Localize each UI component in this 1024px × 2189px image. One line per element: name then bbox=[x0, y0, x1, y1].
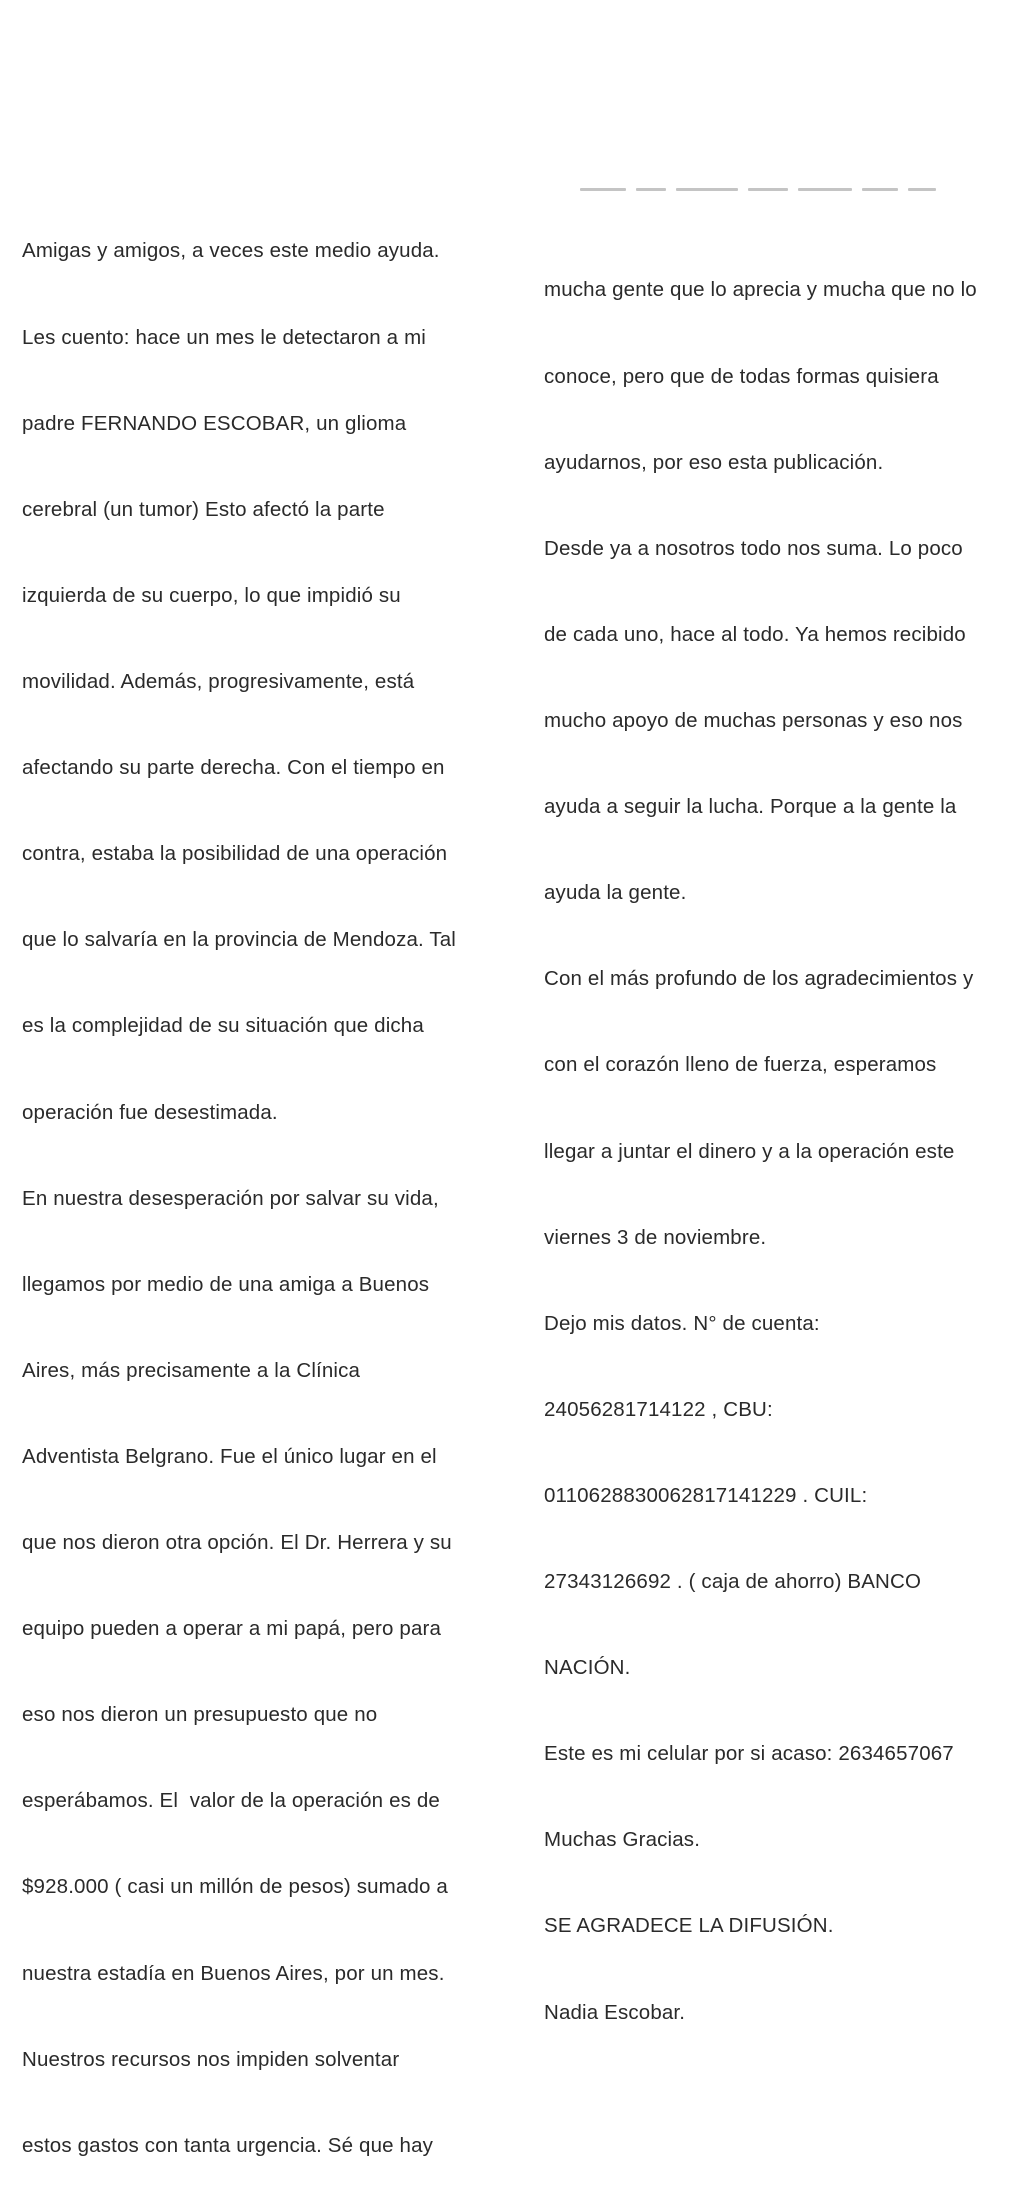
text-line: cerebral (un tumor) Esto afectó la parte bbox=[22, 497, 385, 521]
text-line: En nuestra desesperación por salvar su vida, bbox=[22, 1186, 439, 1210]
text-line: Muchas Gracias. bbox=[544, 1828, 701, 1852]
text-line: Amigas y amigos, a veces este medio ayuda. bbox=[22, 239, 440, 263]
text-line: $928.000 ( casi un millón de pesos) sumado a bbox=[22, 1875, 448, 1899]
text-line: equipo pueden a operar a mi papá, pero para bbox=[22, 1617, 442, 1641]
right-text-column bbox=[544, 219, 1014, 2056]
text-line: estos gastos con tanta urgencia. Sé que hay bbox=[22, 2133, 434, 2157]
text-line: izquierda de su cuerpo, lo que impidió su bbox=[22, 583, 401, 607]
text-line: movilidad. Además, progresivamente, está bbox=[22, 669, 415, 693]
text-line: nuestra estadía en Buenos Aires, por un mes. bbox=[22, 1961, 445, 1985]
text-line: que nos dieron otra opción. El Dr. Herrera y su bbox=[22, 1531, 452, 1555]
text-line: Nuestros recursos nos impiden solventar bbox=[22, 2047, 400, 2071]
text-line: afectando su parte derecha. Con el tiempo en bbox=[22, 756, 445, 780]
text-line: SE AGRADECE LA DIFUSIÓN. bbox=[544, 1914, 834, 1938]
text-line: mucha gente que lo aprecia y mucha que no lo bbox=[544, 278, 977, 302]
text-line: Con el más profundo de los agradecimientos y bbox=[544, 967, 974, 991]
text-line: ayuda la gente. bbox=[544, 881, 687, 905]
text-line: viernes 3 de noviembre. bbox=[544, 1225, 767, 1249]
text-line: conoce, pero que de todas formas quisiera bbox=[544, 364, 939, 388]
text-line: Les cuento: hace un mes le detectaron a mi bbox=[22, 325, 427, 349]
text-line: Nadia Escobar. bbox=[544, 2000, 686, 2024]
text-line: operación fue desestimada. bbox=[22, 1100, 278, 1124]
left-text-column bbox=[22, 180, 502, 2189]
text-line: 0110628830062817141229 . CUIL: bbox=[544, 1483, 868, 1507]
text-line: Aires, más precisamente a la Clínica bbox=[22, 1358, 361, 1382]
text-line: Adventista Belgrano. Fue el único lugar en el bbox=[22, 1444, 437, 1468]
text-line: 24056281714122 , CBU: bbox=[544, 1397, 773, 1421]
text-line: Dejo mis datos. N° de cuenta: bbox=[544, 1311, 820, 1335]
text-line: eso nos dieron un presupuesto que no bbox=[22, 1703, 378, 1727]
text-line: 27343126692 . ( caja de ahorro) BANCO bbox=[544, 1570, 922, 1594]
text-line: ayuda a seguir la lucha. Porque a la gente la bbox=[544, 795, 957, 819]
text-line: que lo salvaría en la provincia de Mendoza. Tal bbox=[22, 928, 457, 952]
text-line: llegar a juntar el dinero y a la operación este bbox=[544, 1139, 955, 1163]
text-line: llegamos por medio de una amiga a Buenos bbox=[22, 1272, 430, 1296]
text-line: es la complejidad de su situación que dicha bbox=[22, 1014, 424, 1038]
text-line: mucho apoyo de muchas personas y eso nos bbox=[544, 708, 963, 732]
text-line: de cada uno, hace al todo. Ya hemos recibido bbox=[544, 622, 966, 646]
text-line: Desde ya a nosotros todo nos suma. Lo poco bbox=[544, 536, 963, 560]
text-line: con el corazón lleno de fuerza, esperamos bbox=[544, 1053, 937, 1077]
text-line: esperábamos. El valor de la operación es de bbox=[22, 1789, 440, 1813]
text-line: contra, estaba la posibilidad de una operación bbox=[22, 842, 448, 866]
text-line: Este es mi celular por si acaso: 2634657067 bbox=[544, 1742, 954, 1766]
text-line: ayudarnos, por eso esta publicación. bbox=[544, 450, 884, 474]
cropped-text-fragment bbox=[580, 178, 960, 186]
text-line: NACIÓN. bbox=[544, 1656, 631, 1680]
text-line: padre FERNANDO ESCOBAR, un glioma bbox=[22, 411, 407, 435]
